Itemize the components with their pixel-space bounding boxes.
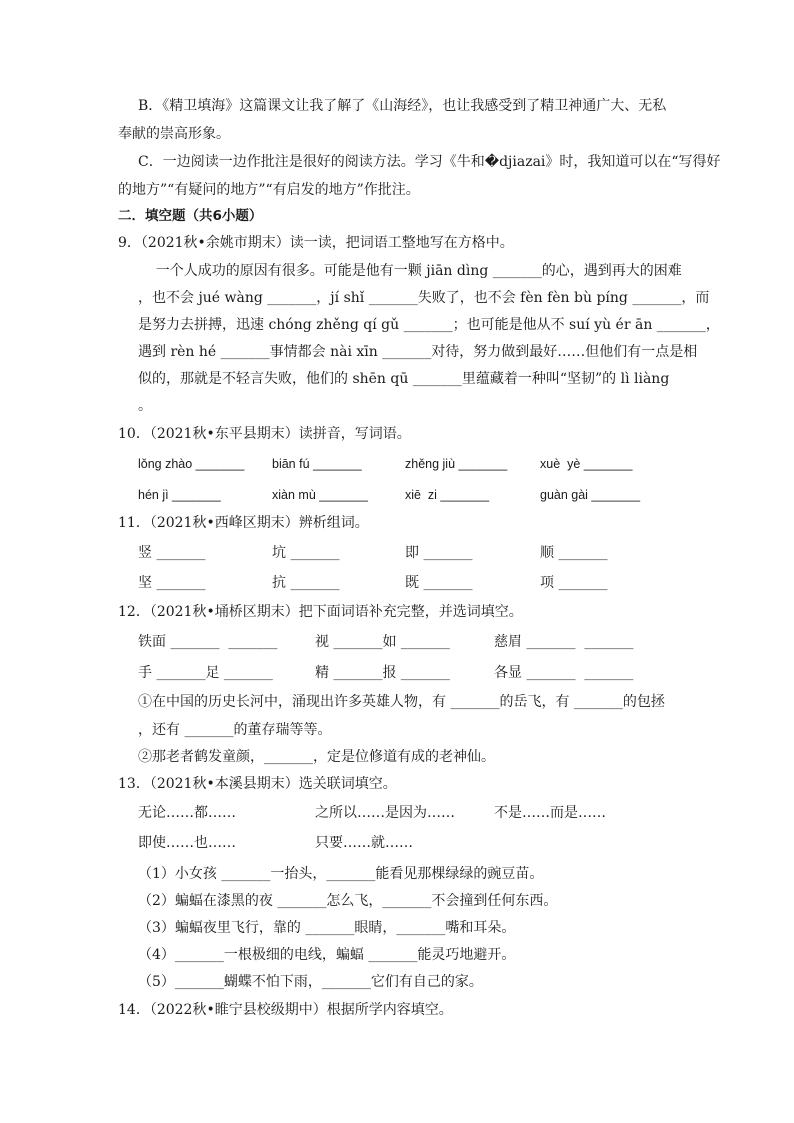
q13-option: 即使……也…… [138,835,236,851]
q9-line3: 是努力去拼搏，迅速 chóng zhěng qí gǔ _______；也可能是他从不 suí yù ér ān _______， [138,317,720,333]
q12-item: 手 _______足 _______ [138,665,273,681]
q12-item: 铁面 _______ _______ [138,634,278,650]
q10-item: xiē zi _______ [405,488,490,502]
q13-item: （2）蝙蝠在漆黑的夜 _______怎么飞，_______不会撞到任何东西。 [138,893,558,909]
q13-item: （4）_______一根极细的电线，蝙蝠 _______能灵巧地避开。 [138,947,516,963]
q11-item: 竖 _______ [138,545,206,561]
option-b-line1: B．《精卫填海》这篇课文让我了解了《山海经》，也让我感受到了精卫神通广大、无私 [138,98,667,114]
q13-option: 只要……就…… [315,835,413,851]
q9-line1: 一个人成功的原因有很多。可能是他有一颗 jiān dìng _______的心，遇到再大的困难 [138,263,682,279]
q10-item: guàn gài _______ [540,488,641,502]
q9-line6: 。 [138,398,152,414]
q13-option: 不是……而是…… [494,805,606,821]
q10-item: xiàn mù _______ [272,488,368,502]
q9-line4: 遇到 rèn hé _______事情都会 nài xīn _______对待，努力做到最好……但他们有一点是相 [138,344,698,360]
q12-sentence1-line2: ，还有 _______的董存瑞等等。 [138,722,332,738]
q9-line5: 似的，那就是不轻言失败，他们的 shēn qū _______里蕴藏着一种叫“坚韧”的 lì liàng [138,371,670,387]
q10-header: 10．（2021秋•东平县期末）读拼音，写词语。 [118,426,411,442]
q11-item: 顺 _______ [540,545,608,561]
q12-sentence2: ②那老者鹤发童颜，_______，定是位修道有成的老神仙。 [138,749,495,765]
option-c-line1: C．一边阅读一边作批注是很好的阅读方法。学习《牛和�djiazai》时，我知道可以在“写得好 [138,154,721,170]
q13-item: （5）_______蝴蝶不怕下雨，_______它们有自己的家。 [138,974,483,990]
q11-header: 11．（2021秋•西峰区期末）辨析组词。 [118,515,369,531]
q13-option: 之所以……是因为…… [315,805,455,821]
option-c-line2: 的地方”“有疑问的地方”“有启发的地方”作批注。 [118,182,420,198]
q9-header: 9．（2021秋•余姚市期末）读一读，把词语工整地写在方格中。 [118,235,514,251]
q9-line2: ，也不会 jué wàng _______，jí shǐ _______失败了，也不会 fèn fèn bù píng _______，而 [138,290,710,306]
q11-item: 抗 _______ [272,575,340,591]
q10-item: hén jì _______ [138,488,221,502]
q12-item: 慈眉 _______ _______ [494,634,634,650]
q12-item: 视 _______如 _______ [315,634,450,650]
q13-header: 13．（2021秋•本溪县期末）选关联词填空。 [118,776,397,792]
q13-item: （1）小女孩 _______一抬头，_______能看见那棵绿绿的豌豆苗。 [138,866,544,882]
q14-header: 14．（2022秋•睢宁县校级期中）根据所学内容填空。 [118,1002,453,1018]
q10-item: biān fú _______ [272,457,362,471]
q11-item: 项 _______ [540,575,608,591]
q12-item: 各显 _______ _______ [494,665,634,681]
q12-item: 精 _______报 _______ [315,665,450,681]
q10-item: xuè yè _______ [540,457,633,471]
q11-item: 既 _______ [405,575,473,591]
q13-option: 无论……都…… [138,805,236,821]
q11-item: 即 _______ [405,545,473,561]
q13-item: （3）蝙蝠夜里飞行，靠的 _______眼睛，_______嘴和耳朵。 [138,920,516,936]
q12-header: 12．（2021秋•埇桥区期末）把下面词语补充完整，并选词填空。 [118,604,523,620]
q12-sentence1-line1: ①在中国的历史长河中，涌现出许多英雄人物，有 _______的岳飞，有 _______的包拯 [138,694,665,710]
q11-item: 坑 _______ [272,545,340,561]
option-b-line2: 奉献的崇高形象。 [118,126,230,142]
section-title: 二．填空题（共6小题） [118,208,263,224]
q10-item: lǒng zhào _______ [138,457,245,471]
q11-item: 坚 _______ [138,575,206,591]
q10-item: zhěng jiù _______ [405,457,508,471]
